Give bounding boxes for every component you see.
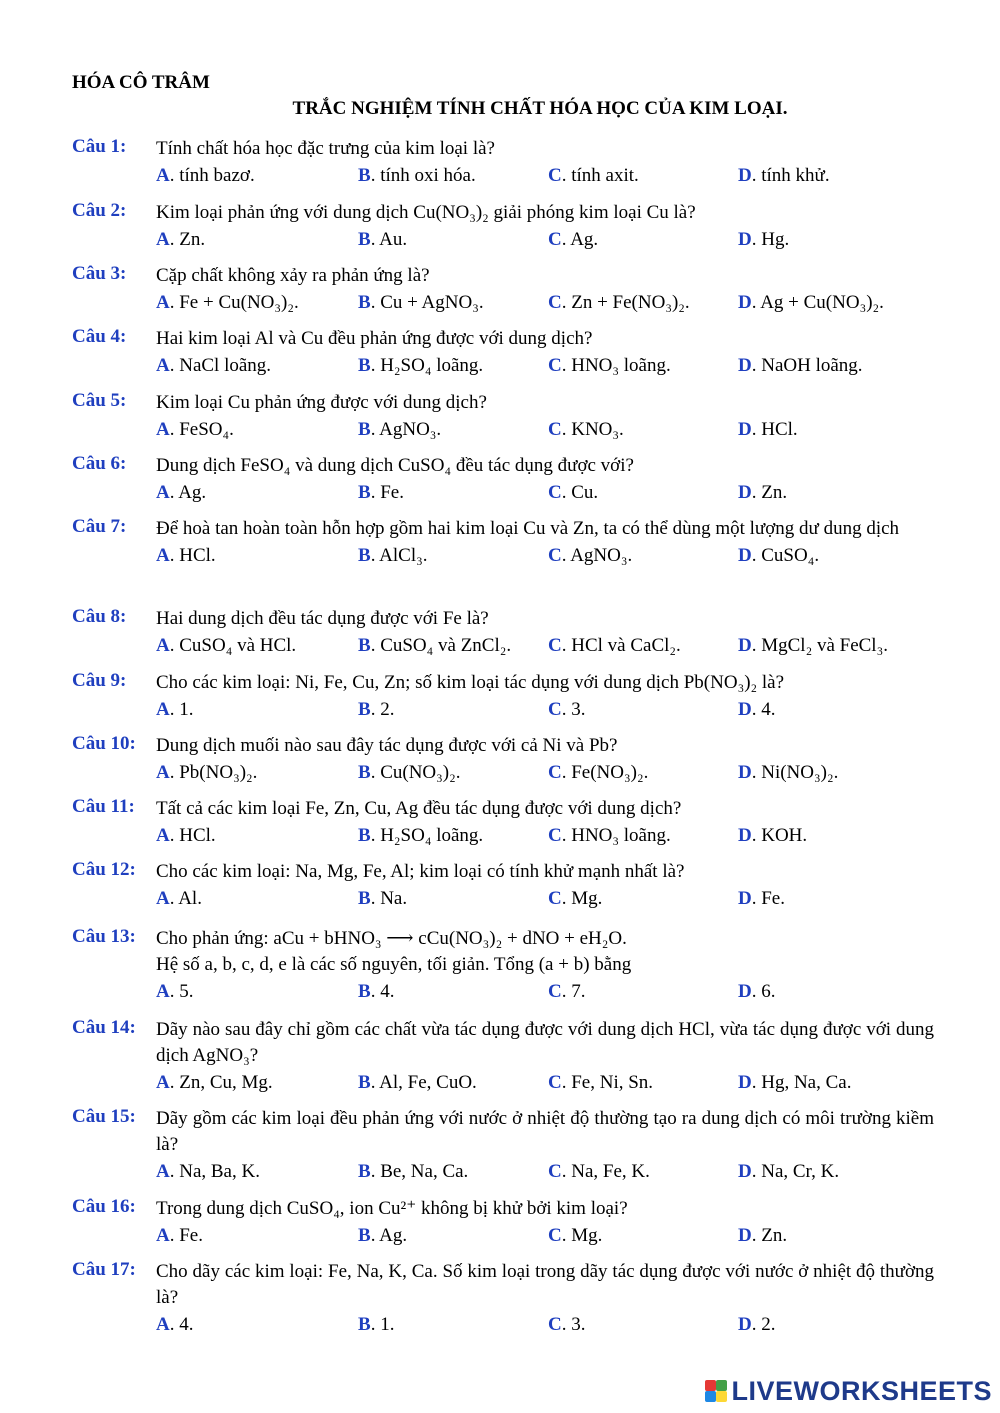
question-text: Dãy nào sau đây chỉ gồm các chất vừa tác dụng được với dung dịch HCl, vừa tác dụng được với dung dịch AgNO₃? [156, 1019, 934, 1066]
option-a[interactable]: A. FeSO₄. [156, 419, 234, 440]
option-text: HCl và CaCl₂. [571, 635, 681, 656]
option-text: 2. [380, 699, 395, 720]
option-text: Ag. [178, 482, 207, 503]
option-text: Fe, Ni, Sn. [571, 1072, 654, 1093]
option-text: AlCl₃. [379, 545, 428, 566]
option-letter: B [358, 888, 371, 909]
option-letter: B [358, 355, 371, 376]
question-text: Trong dung dịch CuSO₄, ion Cu²⁺ không bị khử bởi kim loại? [156, 1198, 628, 1219]
option-letter: D [738, 1161, 752, 1182]
option-letter: A [156, 1225, 170, 1246]
option-text: KOH. [761, 825, 808, 846]
brand-text: LIVEWORKSHEETS [731, 1375, 992, 1406]
question-14 [72, 1017, 934, 1096]
option-text: Cu + AgNO₃. [380, 292, 484, 313]
option-letter: B [358, 1314, 371, 1335]
question-number: Câu 6: [72, 453, 127, 474]
option-text: AgNO₃. [379, 419, 442, 440]
question-number: Câu 13: [72, 926, 136, 947]
question-number: Câu 11: [72, 796, 135, 817]
option-letter: A [156, 762, 170, 783]
option-letter: D [738, 1072, 752, 1093]
option-letter: D [738, 635, 752, 656]
option-c[interactable]: C. HCl và CaCl₂. [548, 635, 681, 656]
option-letter: C [548, 1225, 562, 1246]
question-16 [72, 1196, 934, 1249]
option-text: Cu(NO₃)₂. [380, 762, 461, 783]
option-letter: C [548, 292, 562, 313]
answer-options [156, 290, 934, 316]
option-letter: D [738, 355, 752, 376]
question-text: Dung dịch FeSO₄ và dung dịch CuSO₄ đều tác dụng được với? [156, 455, 634, 476]
option-b[interactable]: B. AgNO₃. [358, 419, 442, 440]
question-text: Để hoà tan hoàn toàn hỗn hợp gồm hai kim loại Cu và Zn, ta có thể dùng một lượng dư dung dịch [156, 518, 900, 539]
option-letter: C [548, 229, 562, 250]
question-text: Hai kim loại Al và Cu đều phản ứng được với dung dịch? [156, 328, 593, 349]
question-number: Câu 8: [72, 606, 127, 627]
question-5 [72, 390, 934, 443]
option-c[interactable]: C. Ag. [548, 229, 599, 250]
author-header: HÓA CÔ TRÂM [72, 72, 210, 93]
option-text: Fe. [179, 1225, 203, 1246]
option-text: HNO₃ loãng. [571, 355, 671, 376]
option-text: 3. [571, 1314, 586, 1335]
option-c[interactable]: C. tính axit. [548, 165, 639, 186]
option-letter: A [156, 292, 170, 313]
question-15 [72, 1106, 934, 1185]
answer-options [156, 543, 934, 569]
option-b[interactable]: B. Al, Fe, CuO. [358, 1072, 477, 1093]
option-letter: C [548, 1161, 562, 1182]
option-letter: B [358, 419, 371, 440]
option-c[interactable]: C. 7. [548, 981, 586, 1002]
option-letter: B [358, 762, 371, 783]
option-c[interactable]: C. Cu. [548, 482, 599, 503]
option-letter: A [156, 635, 170, 656]
option-c[interactable]: C. 3. [548, 1314, 586, 1335]
option-text: Au. [379, 229, 408, 250]
option-letter: A [156, 482, 170, 503]
question-text: Hai dung dịch đều tác dụng được với Fe là? [156, 608, 489, 629]
option-letter: C [548, 419, 562, 440]
option-text: H₂SO₄ loãng. [380, 825, 484, 846]
option-text: Na, Cr, K. [761, 1161, 840, 1182]
option-b[interactable]: B. H₂SO₄ loãng. [358, 825, 484, 846]
question-text: Kim loại phản ứng với dung dịch Cu(NO₃)₂ giải phóng kim loại Cu là? [156, 202, 696, 223]
question-number: Câu 4: [72, 326, 127, 347]
question-10 [72, 733, 934, 786]
option-text: 7. [571, 981, 586, 1002]
option-letter: C [548, 635, 562, 656]
option-letter: D [738, 981, 752, 1002]
option-d[interactable]: D. MgCl₂ và FeCl₃. [738, 635, 888, 656]
option-d[interactable]: D. Zn. [738, 482, 788, 503]
question-number: Câu 17: [72, 1259, 136, 1280]
option-a[interactable]: A. tính bazơ. [156, 165, 255, 186]
option-letter: D [738, 1314, 752, 1335]
option-text: 1. [380, 1314, 395, 1335]
option-c[interactable]: C. HNO₃ loãng. [548, 355, 671, 376]
option-d[interactable]: D. Ni(NO₃)₂. [738, 762, 839, 783]
option-c[interactable]: C. AgNO₃. [548, 545, 633, 566]
option-text: 5. [179, 981, 194, 1002]
option-text: Hg. [761, 229, 790, 250]
question-text-line-2: Hệ số a, b, c, d, e là các số nguyên, tối giản. Tổng (a + b) bằng [156, 954, 632, 975]
option-a[interactable]: A. Zn, Cu, Mg. [156, 1072, 273, 1093]
option-d[interactable]: D. 6. [738, 981, 776, 1002]
option-c[interactable]: C. Fe(NO₃)₂. [548, 762, 649, 783]
option-d[interactable]: D. Hg. [738, 229, 790, 250]
option-letter: A [156, 1314, 170, 1335]
option-text: Mg. [571, 1225, 603, 1246]
option-text: NaOH loãng. [761, 355, 863, 376]
option-text: CuSO₄ và HCl. [179, 635, 297, 656]
option-a[interactable]: A. HCl. [156, 825, 216, 846]
option-text: 3. [571, 699, 586, 720]
option-letter: B [358, 1161, 371, 1182]
option-b[interactable]: B. 2. [358, 699, 395, 720]
option-letter: B [358, 165, 371, 186]
question-number: Câu 10: [72, 733, 136, 754]
answer-options [156, 760, 934, 786]
option-letter: A [156, 355, 170, 376]
worksheet-title: TRẮC NGHIỆM TÍNH CHẤT HÓA HỌC CỦA KIM LOẠI. [292, 98, 788, 119]
question-number: Câu 15: [72, 1106, 136, 1127]
option-text: Ag. [379, 1225, 408, 1246]
option-a[interactable]: A. 5. [156, 981, 194, 1002]
question-text: Dãy gồm các kim loại đều phản ứng với nước ở nhiệt độ thường tạo ra dung dịch có môi trường kiềm là? [156, 1108, 934, 1155]
answer-options [156, 1223, 934, 1249]
option-letter: A [156, 1161, 170, 1182]
option-c[interactable]: C. Mg. [548, 888, 603, 909]
option-letter: B [358, 635, 371, 656]
option-text: 6. [761, 981, 776, 1002]
option-d[interactable]: D. Hg, Na, Ca. [738, 1072, 852, 1093]
option-letter: C [548, 1072, 562, 1093]
logo-icon [705, 1380, 727, 1402]
answer-options [156, 417, 934, 443]
option-letter: D [738, 699, 752, 720]
option-letter: A [156, 545, 170, 566]
option-b[interactable]: B. AlCl₃. [358, 545, 428, 566]
option-letter: D [738, 1225, 752, 1246]
option-letter: B [358, 229, 371, 250]
option-a[interactable]: A. Al. [156, 888, 202, 909]
option-letter: D [738, 888, 752, 909]
option-text: HCl. [761, 419, 798, 440]
question-17 [72, 1259, 934, 1338]
option-letter: B [358, 1072, 371, 1093]
option-letter: B [358, 699, 371, 720]
option-b[interactable]: B. Cu + AgNO₃. [358, 292, 484, 313]
answer-options [156, 697, 934, 723]
question-text: Tính chất hóa học đặc trưng của kim loại là? [156, 138, 495, 159]
option-b[interactable]: B. Fe. [358, 482, 404, 503]
option-d[interactable]: D. Fe. [738, 888, 785, 909]
option-b[interactable]: B. Na. [358, 888, 408, 909]
option-c[interactable]: C. Na, Fe, K. [548, 1161, 650, 1182]
question-text: Tất cả các kim loại Fe, Zn, Cu, Ag đều tác dụng được với dung dịch? [156, 798, 682, 819]
option-b[interactable]: B. 4. [358, 981, 395, 1002]
option-text: NaCl loãng. [179, 355, 272, 376]
question-3 [72, 263, 934, 316]
option-letter: D [738, 229, 752, 250]
option-a[interactable]: A. Fe + Cu(NO₃)₂. [156, 292, 299, 313]
option-text: Cu. [571, 482, 599, 503]
answer-options [156, 633, 934, 659]
option-d[interactable]: D. HCl. [738, 419, 798, 440]
option-letter: C [548, 482, 562, 503]
option-b[interactable]: B. Au. [358, 229, 408, 250]
option-d[interactable]: D. 4. [738, 699, 776, 720]
option-letter: C [548, 165, 562, 186]
question-number: Câu 3: [72, 263, 127, 284]
question-text: Cho các kim loại: Ni, Fe, Cu, Zn; số kim loại tác dụng với dung dịch Pb(NO₃)₂ là? [156, 672, 785, 693]
option-d[interactable]: D. tính khử. [738, 165, 830, 186]
option-b[interactable]: B. 1. [358, 1314, 395, 1335]
question-6 [72, 453, 934, 506]
option-text: H₂SO₄ loãng. [380, 355, 484, 376]
option-letter: C [548, 762, 562, 783]
question-13 [72, 926, 934, 1005]
option-letter: D [738, 165, 752, 186]
question-number: Câu 2: [72, 200, 127, 221]
option-text: Al, Fe, CuO. [379, 1072, 477, 1093]
option-text: 4. [380, 981, 395, 1002]
option-letter: B [358, 482, 371, 503]
question-text: Cho dãy các kim loại: Fe, Na, K, Ca. Số kim loại trong dãy tác dụng được với nước ở nhiệt độ thường là? [156, 1261, 934, 1308]
option-text: HNO₃ loãng. [571, 825, 671, 846]
option-d[interactable]: D. KOH. [738, 825, 808, 846]
option-text: Zn. [179, 229, 206, 250]
option-a[interactable]: A. 1. [156, 699, 194, 720]
option-text: tính axit. [571, 165, 639, 186]
option-text: Zn. [761, 1225, 788, 1246]
option-letter: D [738, 545, 752, 566]
option-text: MgCl₂ và FeCl₃. [761, 635, 888, 656]
option-c[interactable]: C. KNO₃. [548, 419, 624, 440]
answer-options [156, 1159, 934, 1185]
question-number: Câu 5: [72, 390, 127, 411]
option-text: tính oxi hóa. [380, 165, 476, 186]
option-text: KNO₃. [571, 419, 624, 440]
option-a[interactable]: A. Fe. [156, 1225, 203, 1246]
option-b[interactable]: B. Be, Na, Ca. [358, 1161, 469, 1182]
answer-options [156, 480, 934, 506]
option-text: Fe(NO₃)₂. [571, 762, 649, 783]
option-letter: D [738, 762, 752, 783]
question-1 [72, 136, 934, 189]
option-text: 2. [761, 1314, 776, 1335]
question-11 [72, 796, 934, 849]
option-a[interactable]: A. Pb(NO₃)₂. [156, 762, 258, 783]
option-letter: D [738, 292, 752, 313]
option-text: 4. [761, 699, 776, 720]
option-text: Be, Na, Ca. [380, 1161, 469, 1182]
option-letter: A [156, 1072, 170, 1093]
option-text: Mg. [571, 888, 603, 909]
option-text: Ag + Cu(NO₃)₂. [760, 292, 884, 313]
option-text: Zn. [761, 482, 788, 503]
option-text: AgNO₃. [570, 545, 633, 566]
option-letter: D [738, 825, 752, 846]
answer-options [156, 353, 934, 379]
answer-options [156, 1312, 934, 1338]
option-a[interactable]: A. CuSO₄ và HCl. [156, 635, 297, 656]
option-d[interactable]: D. CuSO₄. [738, 545, 820, 566]
option-text: Na, Fe, K. [571, 1161, 650, 1182]
question-text: Cặp chất không xảy ra phản ứng là? [156, 265, 430, 286]
option-letter: A [156, 981, 170, 1002]
option-text: 1. [179, 699, 194, 720]
question-4 [72, 326, 934, 379]
option-b[interactable]: B. CuSO₄ và ZnCl₂. [358, 635, 512, 656]
question-text: Dung dịch muối nào sau đây tác dụng được với cả Ni và Pb? [156, 735, 618, 756]
option-c[interactable]: C. HNO₃ loãng. [548, 825, 671, 846]
option-d[interactable]: D. Na, Cr, K. [738, 1161, 840, 1182]
option-b[interactable]: B. Ag. [358, 1225, 408, 1246]
option-a[interactable]: A. Na, Ba, K. [156, 1161, 260, 1182]
option-c[interactable]: C. Fe, Ni, Sn. [548, 1072, 654, 1093]
option-text: Fe + Cu(NO₃)₂. [179, 292, 299, 313]
option-letter: B [358, 1225, 371, 1246]
option-text: 4. [179, 1314, 194, 1335]
option-text: Hg, Na, Ca. [761, 1072, 852, 1093]
question-number: Câu 12: [72, 859, 136, 880]
answer-options [156, 823, 934, 849]
option-a[interactable]: A. 4. [156, 1314, 194, 1335]
option-text: FeSO₄. [179, 419, 234, 440]
option-text: Al. [178, 888, 202, 909]
question-7 [72, 516, 934, 569]
option-letter: C [548, 1314, 562, 1335]
option-b[interactable]: B. Cu(NO₃)₂. [358, 762, 461, 783]
option-a[interactable]: A. NaCl loãng. [156, 355, 272, 376]
option-text: tính bazơ. [179, 165, 255, 186]
question-text: Cho phản ứng: aCu + bHNO₃ ⟶ cCu(NO₃)₂ + dNO + eH₂O. [156, 928, 627, 949]
option-d[interactable]: D. NaOH loãng. [738, 355, 863, 376]
option-letter: C [548, 355, 562, 376]
option-a[interactable]: A. HCl. [156, 545, 216, 566]
option-letter: A [156, 229, 170, 250]
option-letter: C [548, 545, 562, 566]
option-letter: B [358, 545, 371, 566]
question-number: Câu 1: [72, 136, 127, 157]
option-text: Pb(NO₃)₂. [179, 762, 258, 783]
option-text: Fe. [380, 482, 404, 503]
liveworksheets-logo [705, 1375, 992, 1407]
option-letter: A [156, 419, 170, 440]
option-letter: B [358, 292, 371, 313]
option-text: tính khử. [761, 165, 830, 186]
answer-options [156, 886, 934, 912]
option-text: Na, Ba, K. [179, 1161, 260, 1182]
option-letter: A [156, 699, 170, 720]
option-text: Ag. [570, 229, 599, 250]
option-c[interactable]: C. 3. [548, 699, 586, 720]
option-letter: C [548, 888, 562, 909]
option-text: CuSO₄ và ZnCl₂. [380, 635, 512, 656]
question-9 [72, 670, 934, 723]
answer-options [156, 979, 934, 1005]
option-letter: A [156, 888, 170, 909]
option-text: Zn + Fe(NO₃)₂. [571, 292, 690, 313]
option-text: Fe. [761, 888, 785, 909]
option-a[interactable]: A. Ag. [156, 482, 207, 503]
option-letter: B [358, 981, 371, 1002]
option-letter: C [548, 981, 562, 1002]
question-number: Câu 7: [72, 516, 127, 537]
option-letter: D [738, 419, 752, 440]
option-d[interactable]: D. Zn. [738, 1225, 788, 1246]
option-letter: B [358, 825, 371, 846]
question-number: Câu 9: [72, 670, 127, 691]
option-b[interactable]: B. H₂SO₄ loãng. [358, 355, 484, 376]
question-8 [72, 606, 934, 659]
answer-options [156, 163, 934, 189]
option-letter: A [156, 825, 170, 846]
option-c[interactable]: C. Mg. [548, 1225, 603, 1246]
option-d[interactable]: D. 2. [738, 1314, 776, 1335]
option-letter: D [738, 482, 752, 503]
option-c[interactable]: C. Zn + Fe(NO₃)₂. [548, 292, 690, 313]
option-letter: C [548, 825, 562, 846]
option-text: Na. [380, 888, 408, 909]
question-12 [72, 859, 934, 912]
answer-options [156, 227, 934, 253]
question-text: Cho các kim loại: Na, Mg, Fe, Al; kim loại có tính khử mạnh nhất là? [156, 861, 685, 882]
option-letter: C [548, 699, 562, 720]
option-text: Zn, Cu, Mg. [179, 1072, 273, 1093]
option-text: CuSO₄. [761, 545, 820, 566]
question-number: Câu 14: [72, 1017, 136, 1038]
option-text: HCl. [179, 545, 216, 566]
option-text: HCl. [179, 825, 216, 846]
answer-options [156, 1070, 934, 1096]
option-d[interactable]: D. Ag + Cu(NO₃)₂. [738, 292, 884, 313]
question-2 [72, 200, 934, 253]
option-a[interactable]: A. Zn. [156, 229, 206, 250]
option-b[interactable]: B. tính oxi hóa. [358, 165, 476, 186]
question-number: Câu 16: [72, 1196, 136, 1217]
option-letter: A [156, 165, 170, 186]
question-text: Kim loại Cu phản ứng được với dung dịch? [156, 392, 487, 413]
option-text: Ni(NO₃)₂. [761, 762, 839, 783]
